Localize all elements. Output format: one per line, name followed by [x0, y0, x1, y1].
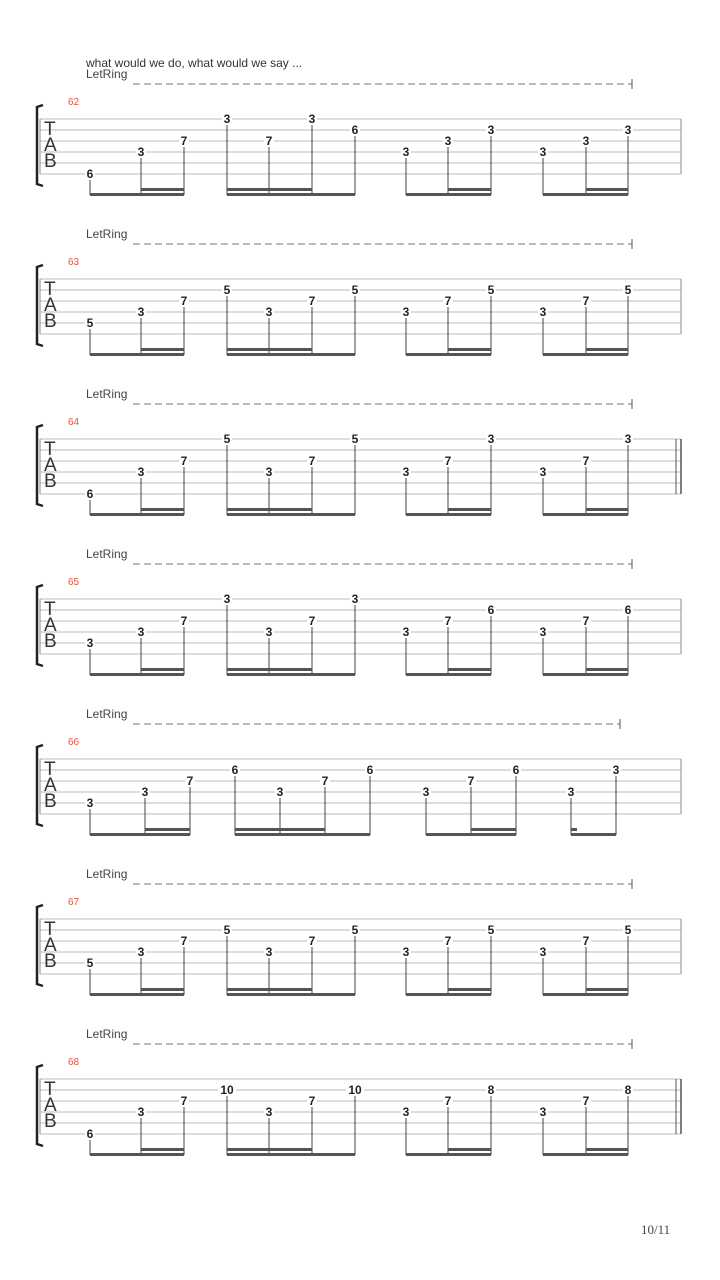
fret-number: 7: [582, 614, 590, 628]
beam-secondary: [141, 668, 184, 671]
beam-secondary: [586, 668, 628, 671]
fret-number: 7: [308, 614, 316, 628]
tab-system: [37, 1027, 681, 1156]
beam-primary: [426, 833, 516, 836]
fret-number: 7: [180, 294, 188, 308]
beam-primary: [90, 673, 184, 676]
bar-number: 62: [68, 97, 80, 108]
fret-number: 3: [223, 592, 231, 606]
fret-number: 7: [321, 774, 329, 788]
fret-number: 8: [624, 1083, 632, 1097]
tab-clef-letter: T: [44, 119, 56, 140]
fret-number: 7: [186, 774, 194, 788]
beam-secondary: [141, 508, 184, 511]
fret-number: 3: [265, 945, 273, 959]
fret-number: 7: [582, 934, 590, 948]
beam-primary: [543, 673, 628, 676]
fret-number: 5: [624, 283, 632, 297]
fret-number: 7: [582, 294, 590, 308]
fret-number: 3: [487, 123, 495, 137]
fret-number: 5: [223, 923, 231, 937]
fret-number: 7: [444, 454, 452, 468]
tab-clef-letter: B: [44, 791, 57, 812]
fret-number: 3: [137, 625, 145, 639]
fret-number: 7: [180, 454, 188, 468]
fret-number: 3: [223, 112, 231, 126]
beam-secondary: [235, 828, 325, 831]
fret-number: 3: [487, 432, 495, 446]
fret-number: 7: [582, 454, 590, 468]
fret-number: 3: [539, 145, 547, 159]
fret-number: 3: [137, 465, 145, 479]
beam-primary: [90, 513, 184, 516]
tab-clef-letter: T: [44, 439, 56, 460]
fret-number: 3: [141, 785, 149, 799]
beam-secondary: [471, 828, 516, 831]
tab-system: [37, 707, 681, 836]
let-ring-label: LetRing: [86, 867, 128, 881]
fret-number: 5: [86, 956, 94, 970]
fret-number: 7: [180, 614, 188, 628]
tab-clef-letter: B: [44, 951, 57, 972]
tab-clef-letter: B: [44, 471, 57, 492]
fret-number: 3: [402, 625, 410, 639]
beam-secondary: [448, 1148, 491, 1151]
fret-number: 3: [265, 305, 273, 319]
fret-number: 3: [402, 1105, 410, 1119]
fret-number: 3: [308, 112, 316, 126]
beam-primary: [543, 353, 628, 356]
fret-number: 3: [402, 465, 410, 479]
beam-primary: [406, 353, 491, 356]
tab-clef-letter: T: [44, 599, 56, 620]
fret-number: 5: [351, 283, 359, 297]
fret-number: 10: [348, 1083, 362, 1097]
fret-number: 7: [308, 294, 316, 308]
beam-primary: [406, 193, 491, 196]
tab-system: [37, 67, 681, 196]
fret-number: 7: [444, 1094, 452, 1108]
fret-number: 3: [539, 465, 547, 479]
fret-number: 7: [180, 934, 188, 948]
beam-secondary: [448, 988, 491, 991]
fret-number: 6: [86, 487, 94, 501]
fret-number: 3: [86, 796, 94, 810]
fret-number: 6: [86, 1127, 94, 1141]
fret-number: 5: [223, 432, 231, 446]
tab-clef-letter: A: [44, 615, 57, 636]
fret-number: 3: [137, 145, 145, 159]
bar-number: 65: [68, 577, 80, 588]
fret-number: 10: [220, 1083, 234, 1097]
fret-number: 3: [567, 785, 575, 799]
beam-primary: [543, 993, 628, 996]
fret-number: 3: [137, 1105, 145, 1119]
fret-number: 5: [487, 923, 495, 937]
beam-primary: [227, 193, 355, 196]
beam-secondary: [586, 508, 628, 511]
fret-number: 3: [276, 785, 284, 799]
tab-clef-letter: A: [44, 775, 57, 796]
tab-clef-letter: B: [44, 151, 57, 172]
beam-secondary: [227, 668, 312, 671]
fret-number: 3: [265, 465, 273, 479]
beam-secondary: [141, 348, 184, 351]
fret-number: 5: [624, 923, 632, 937]
fret-number: 3: [137, 945, 145, 959]
fret-number: 3: [402, 305, 410, 319]
fret-number: 3: [402, 945, 410, 959]
beam-primary: [543, 193, 628, 196]
fret-number: 7: [444, 614, 452, 628]
bar-number: 64: [68, 417, 80, 428]
beam-partial: [571, 828, 577, 831]
beam-secondary: [586, 988, 628, 991]
tab-system: [37, 867, 681, 996]
fret-number: 3: [402, 145, 410, 159]
beam-secondary: [227, 348, 312, 351]
let-ring-label: LetRing: [86, 227, 128, 241]
fret-number: 3: [86, 636, 94, 650]
let-ring-label: LetRing: [86, 387, 128, 401]
beam-secondary: [227, 1148, 312, 1151]
fret-number: 5: [351, 923, 359, 937]
tab-clef-letter: A: [44, 935, 57, 956]
beam-secondary: [141, 988, 184, 991]
beam-secondary: [227, 508, 312, 511]
fret-number: 7: [308, 454, 316, 468]
fret-number: 7: [265, 134, 273, 148]
beam-secondary: [448, 348, 491, 351]
bar-number: 68: [68, 1057, 80, 1068]
fret-number: 3: [137, 305, 145, 319]
beam-primary: [406, 513, 491, 516]
fret-number: 6: [487, 603, 495, 617]
bar-number: 63: [68, 257, 80, 268]
beam-secondary: [448, 508, 491, 511]
let-ring-label: LetRing: [86, 1027, 128, 1041]
tab-system: [37, 227, 681, 356]
fret-number: 3: [582, 134, 590, 148]
fret-number: 8: [487, 1083, 495, 1097]
fret-number: 6: [624, 603, 632, 617]
fret-number: 6: [512, 763, 520, 777]
tab-clef-letter: B: [44, 631, 57, 652]
tab-clef-letter: A: [44, 455, 57, 476]
beam-secondary: [227, 988, 312, 991]
tab-clef-letter: A: [44, 295, 57, 316]
fret-number: 3: [265, 625, 273, 639]
bar-number: 66: [68, 737, 80, 748]
fret-number: 3: [624, 432, 632, 446]
fret-number: 3: [539, 945, 547, 959]
fret-number: 3: [265, 1105, 273, 1119]
tab-clef-letter: T: [44, 919, 56, 940]
fret-number: 3: [539, 305, 547, 319]
fret-number: 3: [624, 123, 632, 137]
tab-clef-letter: A: [44, 135, 57, 156]
beam-primary: [406, 673, 491, 676]
fret-number: 3: [351, 592, 359, 606]
beam-primary: [571, 833, 616, 836]
fret-number: 3: [444, 134, 452, 148]
beam-secondary: [586, 1148, 628, 1151]
fret-number: 7: [467, 774, 475, 788]
tab-system: [37, 547, 681, 676]
fret-number: 3: [422, 785, 430, 799]
tab-clef-letter: T: [44, 1079, 56, 1100]
beam-secondary: [145, 828, 190, 831]
tab-clef-letter: B: [44, 311, 57, 332]
fret-number: 6: [86, 167, 94, 181]
fret-number: 7: [444, 934, 452, 948]
fret-number: 7: [582, 1094, 590, 1108]
beam-secondary: [227, 188, 312, 191]
fret-number: 7: [308, 1094, 316, 1108]
beam-secondary: [448, 668, 491, 671]
tab-clef-letter: B: [44, 1111, 57, 1132]
beam-secondary: [141, 188, 184, 191]
beam-primary: [543, 1153, 628, 1156]
fret-number: 3: [539, 1105, 547, 1119]
beam-secondary: [586, 188, 628, 191]
page-number: 10/11: [641, 1222, 671, 1237]
fret-number: 7: [180, 1094, 188, 1108]
lyric-text: what would we do, what would we say ...: [86, 56, 303, 70]
fret-number: 7: [308, 934, 316, 948]
fret-number: 7: [444, 294, 452, 308]
tab-clef-letter: T: [44, 279, 56, 300]
let-ring-label: LetRing: [86, 707, 128, 721]
fret-number: 7: [180, 134, 188, 148]
beam-primary: [227, 673, 355, 676]
beam-primary: [235, 833, 370, 836]
fret-number: 3: [539, 625, 547, 639]
let-ring-label: LetRing: [86, 547, 128, 561]
fret-number: 5: [351, 432, 359, 446]
beam-primary: [227, 993, 355, 996]
beam-secondary: [448, 188, 491, 191]
beam-primary: [90, 833, 190, 836]
fret-number: 3: [612, 763, 620, 777]
beam-primary: [90, 193, 184, 196]
beam-primary: [406, 1153, 491, 1156]
fret-number: 5: [86, 316, 94, 330]
beam-primary: [227, 353, 355, 356]
beam-primary: [227, 513, 355, 516]
tab-system: [37, 387, 681, 516]
fret-number: 5: [223, 283, 231, 297]
beam-primary: [90, 993, 184, 996]
fret-number: 6: [351, 123, 359, 137]
beam-secondary: [141, 1148, 184, 1151]
let-ring-label: LetRing: [86, 67, 128, 81]
fret-number: 6: [366, 763, 374, 777]
bar-number: 67: [68, 897, 80, 908]
beam-primary: [90, 353, 184, 356]
beam-secondary: [586, 348, 628, 351]
tab-clef-letter: A: [44, 1095, 57, 1116]
beam-primary: [543, 513, 628, 516]
beam-primary: [406, 993, 491, 996]
tab-clef-letter: T: [44, 759, 56, 780]
beam-primary: [90, 1153, 184, 1156]
fret-number: 5: [487, 283, 495, 297]
fret-number: 6: [231, 763, 239, 777]
beam-primary: [227, 1153, 355, 1156]
